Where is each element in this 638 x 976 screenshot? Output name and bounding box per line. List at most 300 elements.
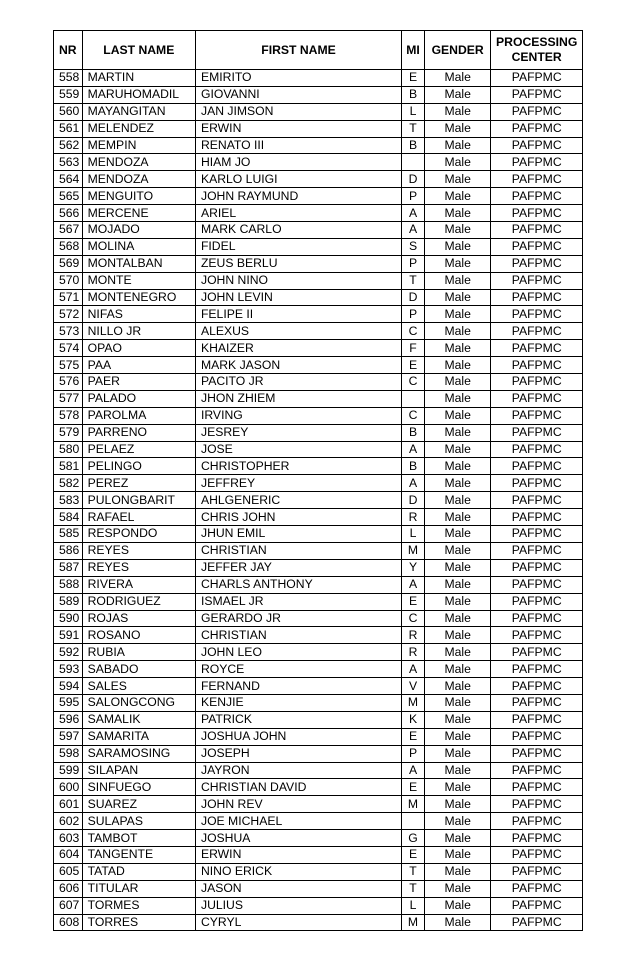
- cell-last-name: MOLINA: [82, 238, 195, 255]
- cell-processing-center: PAFPMC: [491, 644, 583, 661]
- cell-processing-center: PAFPMC: [491, 475, 583, 492]
- cell-nr: 582: [54, 475, 83, 492]
- cell-first-name: MARK CARLO: [195, 222, 401, 239]
- cell-first-name: KHAIZER: [195, 340, 401, 357]
- cell-last-name: REYES: [82, 542, 195, 559]
- cell-nr: 579: [54, 424, 83, 441]
- table-row: [54, 813, 583, 830]
- cell-processing-center: PAFPMC: [491, 374, 583, 391]
- cell-processing-center: PAFPMC: [491, 779, 583, 796]
- cell-processing-center: PAFPMC: [491, 120, 583, 137]
- cell-first-name: CYRYL: [195, 914, 401, 931]
- table-row: [54, 897, 583, 914]
- cell-mi: A: [402, 441, 425, 458]
- table-row: [54, 171, 583, 188]
- cell-last-name: SARAMOSING: [82, 745, 195, 762]
- header-gender: GENDER: [424, 31, 490, 70]
- cell-gender: Male: [424, 762, 490, 779]
- cell-mi: C: [402, 407, 425, 424]
- cell-processing-center: PAFPMC: [491, 661, 583, 678]
- cell-nr: 568: [54, 238, 83, 255]
- cell-gender: Male: [424, 644, 490, 661]
- cell-first-name: JULIUS: [195, 897, 401, 914]
- cell-mi: M: [402, 914, 425, 931]
- cell-nr: 606: [54, 880, 83, 897]
- table-row: [54, 863, 583, 880]
- cell-processing-center: PAFPMC: [491, 694, 583, 711]
- cell-gender: Male: [424, 188, 490, 205]
- cell-nr: 558: [54, 70, 83, 87]
- table-row: [54, 711, 583, 728]
- cell-last-name: PEREZ: [82, 475, 195, 492]
- table-row: [54, 441, 583, 458]
- cell-first-name: CHRISTIAN: [195, 542, 401, 559]
- cell-gender: Male: [424, 120, 490, 137]
- cell-gender: Male: [424, 661, 490, 678]
- cell-last-name: RAFAEL: [82, 509, 195, 526]
- cell-processing-center: PAFPMC: [491, 357, 583, 374]
- table-row: [54, 796, 583, 813]
- cell-processing-center: PAFPMC: [491, 711, 583, 728]
- table-row: [54, 526, 583, 543]
- cell-last-name: SINFUEGO: [82, 779, 195, 796]
- cell-mi: E: [402, 357, 425, 374]
- cell-nr: 592: [54, 644, 83, 661]
- cell-first-name: ERWIN: [195, 846, 401, 863]
- table-row: [54, 306, 583, 323]
- cell-last-name: TITULAR: [82, 880, 195, 897]
- cell-gender: Male: [424, 272, 490, 289]
- cell-nr: 603: [54, 830, 83, 847]
- cell-nr: 588: [54, 576, 83, 593]
- header-first-name: FIRST NAME: [195, 31, 401, 70]
- table-row: [54, 509, 583, 526]
- table-row: [54, 846, 583, 863]
- cell-mi: A: [402, 661, 425, 678]
- cell-processing-center: PAFPMC: [491, 509, 583, 526]
- table-row: [54, 576, 583, 593]
- cell-gender: Male: [424, 255, 490, 272]
- cell-nr: 578: [54, 407, 83, 424]
- cell-gender: Male: [424, 475, 490, 492]
- table-row: [54, 880, 583, 897]
- cell-gender: Male: [424, 70, 490, 87]
- cell-nr: 584: [54, 509, 83, 526]
- cell-gender: Male: [424, 559, 490, 576]
- table-row: [54, 542, 583, 559]
- table-row: [54, 86, 583, 103]
- cell-last-name: MARUHOMADIL: [82, 86, 195, 103]
- cell-nr: 567: [54, 222, 83, 239]
- cell-gender: Male: [424, 103, 490, 120]
- cell-mi: C: [402, 374, 425, 391]
- table-row: [54, 914, 583, 931]
- cell-first-name: ISMAEL JR: [195, 593, 401, 610]
- cell-first-name: KENJIE: [195, 694, 401, 711]
- cell-last-name: MERCENE: [82, 205, 195, 222]
- cell-last-name: REYES: [82, 559, 195, 576]
- cell-processing-center: PAFPMC: [491, 897, 583, 914]
- cell-mi: L: [402, 103, 425, 120]
- cell-last-name: PAER: [82, 374, 195, 391]
- cell-gender: Male: [424, 374, 490, 391]
- cell-last-name: MAYANGITAN: [82, 103, 195, 120]
- cell-last-name: ROSANO: [82, 627, 195, 644]
- cell-first-name: JHUN EMIL: [195, 526, 401, 543]
- cell-gender: Male: [424, 542, 490, 559]
- cell-processing-center: PAFPMC: [491, 728, 583, 745]
- cell-gender: Male: [424, 289, 490, 306]
- cell-nr: 577: [54, 390, 83, 407]
- table-row: [54, 610, 583, 627]
- table-row: [54, 289, 583, 306]
- cell-mi: K: [402, 711, 425, 728]
- cell-first-name: JOE MICHAEL: [195, 813, 401, 830]
- table-row: [54, 745, 583, 762]
- cell-first-name: JOHN REV: [195, 796, 401, 813]
- table-row: [54, 627, 583, 644]
- table-row: [54, 762, 583, 779]
- cell-mi: M: [402, 694, 425, 711]
- cell-first-name: CHRISTIAN DAVID: [195, 779, 401, 796]
- cell-nr: 608: [54, 914, 83, 931]
- cell-gender: Male: [424, 407, 490, 424]
- cell-nr: 564: [54, 171, 83, 188]
- cell-last-name: PAA: [82, 357, 195, 374]
- cell-gender: Male: [424, 880, 490, 897]
- cell-first-name: JASON: [195, 880, 401, 897]
- cell-nr: 562: [54, 137, 83, 154]
- cell-gender: Male: [424, 86, 490, 103]
- cell-first-name: ARIEL: [195, 205, 401, 222]
- cell-mi: P: [402, 255, 425, 272]
- cell-mi: B: [402, 86, 425, 103]
- cell-last-name: PULONGBARIT: [82, 492, 195, 509]
- cell-first-name: JAN JIMSON: [195, 103, 401, 120]
- cell-processing-center: PAFPMC: [491, 340, 583, 357]
- cell-processing-center: PAFPMC: [491, 914, 583, 931]
- cell-nr: 593: [54, 661, 83, 678]
- cell-processing-center: PAFPMC: [491, 238, 583, 255]
- cell-gender: Male: [424, 846, 490, 863]
- cell-nr: 595: [54, 694, 83, 711]
- cell-first-name: JOSHUA JOHN: [195, 728, 401, 745]
- cell-first-name: AHLGENERIC: [195, 492, 401, 509]
- cell-nr: 570: [54, 272, 83, 289]
- cell-nr: 586: [54, 542, 83, 559]
- cell-mi: C: [402, 323, 425, 340]
- cell-last-name: MONTE: [82, 272, 195, 289]
- cell-gender: Male: [424, 441, 490, 458]
- cell-mi: E: [402, 779, 425, 796]
- header-nr: NR: [54, 31, 83, 70]
- cell-mi: M: [402, 796, 425, 813]
- cell-mi: T: [402, 120, 425, 137]
- cell-processing-center: PAFPMC: [491, 745, 583, 762]
- cell-first-name: JOHN LEVIN: [195, 289, 401, 306]
- table-row: [54, 593, 583, 610]
- cell-nr: 591: [54, 627, 83, 644]
- table-row: [54, 661, 583, 678]
- cell-gender: Male: [424, 205, 490, 222]
- cell-mi: A: [402, 762, 425, 779]
- cell-first-name: CHRISTOPHER: [195, 458, 401, 475]
- table-row: [54, 357, 583, 374]
- cell-last-name: RESPONDO: [82, 526, 195, 543]
- cell-mi: [402, 154, 425, 171]
- cell-last-name: SAMALIK: [82, 711, 195, 728]
- cell-nr: 573: [54, 323, 83, 340]
- table-row: [54, 644, 583, 661]
- header-row: [54, 31, 583, 70]
- cell-nr: 598: [54, 745, 83, 762]
- cell-last-name: PAROLMA: [82, 407, 195, 424]
- cell-nr: 569: [54, 255, 83, 272]
- cell-last-name: OPAO: [82, 340, 195, 357]
- table-row: [54, 255, 583, 272]
- cell-last-name: TATAD: [82, 863, 195, 880]
- cell-mi: A: [402, 205, 425, 222]
- cell-last-name: MEMPIN: [82, 137, 195, 154]
- cell-gender: Male: [424, 357, 490, 374]
- cell-last-name: PARRENO: [82, 424, 195, 441]
- cell-processing-center: PAFPMC: [491, 526, 583, 543]
- cell-first-name: FELIPE II: [195, 306, 401, 323]
- cell-last-name: MONTENEGRO: [82, 289, 195, 306]
- cell-last-name: NILLO JR: [82, 323, 195, 340]
- table-row: [54, 475, 583, 492]
- cell-processing-center: PAFPMC: [491, 576, 583, 593]
- cell-processing-center: PAFPMC: [491, 171, 583, 188]
- cell-mi: M: [402, 542, 425, 559]
- cell-processing-center: PAFPMC: [491, 205, 583, 222]
- cell-first-name: JOHN RAYMUND: [195, 188, 401, 205]
- cell-last-name: MENGUITO: [82, 188, 195, 205]
- cell-processing-center: PAFPMC: [491, 458, 583, 475]
- cell-mi: A: [402, 475, 425, 492]
- table-row: [54, 137, 583, 154]
- table-row: [54, 188, 583, 205]
- cell-processing-center: PAFPMC: [491, 103, 583, 120]
- cell-last-name: TORRES: [82, 914, 195, 931]
- cell-mi: T: [402, 272, 425, 289]
- cell-nr: 560: [54, 103, 83, 120]
- cell-mi: [402, 813, 425, 830]
- cell-processing-center: PAFPMC: [491, 137, 583, 154]
- cell-processing-center: PAFPMC: [491, 390, 583, 407]
- cell-first-name: PATRICK: [195, 711, 401, 728]
- cell-processing-center: PAFPMC: [491, 154, 583, 171]
- cell-first-name: NINO ERICK: [195, 863, 401, 880]
- cell-nr: 561: [54, 120, 83, 137]
- cell-nr: 597: [54, 728, 83, 745]
- cell-mi: P: [402, 188, 425, 205]
- cell-gender: Male: [424, 914, 490, 931]
- table-row: [54, 492, 583, 509]
- cell-mi: C: [402, 610, 425, 627]
- cell-nr: 563: [54, 154, 83, 171]
- table-row: [54, 458, 583, 475]
- header-last-name: LAST NAME: [82, 31, 195, 70]
- cell-first-name: KARLO LUIGI: [195, 171, 401, 188]
- cell-mi: B: [402, 137, 425, 154]
- cell-last-name: MENDOZA: [82, 171, 195, 188]
- cell-mi: B: [402, 458, 425, 475]
- cell-first-name: CHARLS ANTHONY: [195, 576, 401, 593]
- cell-processing-center: PAFPMC: [491, 222, 583, 239]
- cell-gender: Male: [424, 323, 490, 340]
- cell-mi: P: [402, 306, 425, 323]
- cell-processing-center: PAFPMC: [491, 323, 583, 340]
- cell-processing-center: PAFPMC: [491, 610, 583, 627]
- cell-last-name: MOJADO: [82, 222, 195, 239]
- cell-first-name: RENATO III: [195, 137, 401, 154]
- table-row: [54, 154, 583, 171]
- cell-nr: 605: [54, 863, 83, 880]
- cell-mi: D: [402, 289, 425, 306]
- cell-gender: Male: [424, 711, 490, 728]
- table-row: [54, 830, 583, 847]
- cell-nr: 575: [54, 357, 83, 374]
- cell-gender: Male: [424, 678, 490, 695]
- table-row: [54, 779, 583, 796]
- cell-last-name: PELINGO: [82, 458, 195, 475]
- cell-mi: [402, 390, 425, 407]
- table-row: [54, 728, 583, 745]
- cell-first-name: JAYRON: [195, 762, 401, 779]
- cell-first-name: JEFFER JAY: [195, 559, 401, 576]
- cell-gender: Male: [424, 897, 490, 914]
- cell-last-name: SULAPAS: [82, 813, 195, 830]
- cell-mi: B: [402, 424, 425, 441]
- cell-gender: Male: [424, 779, 490, 796]
- cell-first-name: PACITO JR: [195, 374, 401, 391]
- cell-processing-center: PAFPMC: [491, 627, 583, 644]
- cell-processing-center: PAFPMC: [491, 407, 583, 424]
- cell-gender: Male: [424, 424, 490, 441]
- cell-processing-center: PAFPMC: [491, 272, 583, 289]
- cell-first-name: FIDEL: [195, 238, 401, 255]
- cell-gender: Male: [424, 390, 490, 407]
- cell-gender: Male: [424, 796, 490, 813]
- cell-nr: 583: [54, 492, 83, 509]
- table-row: [54, 205, 583, 222]
- cell-last-name: TAMBOT: [82, 830, 195, 847]
- table-row: [54, 424, 583, 441]
- cell-mi: R: [402, 644, 425, 661]
- cell-last-name: TORMES: [82, 897, 195, 914]
- table-row: [54, 222, 583, 239]
- cell-nr: 572: [54, 306, 83, 323]
- cell-processing-center: PAFPMC: [491, 880, 583, 897]
- table-row: [54, 120, 583, 137]
- cell-last-name: SALES: [82, 678, 195, 695]
- cell-gender: Male: [424, 171, 490, 188]
- cell-nr: 576: [54, 374, 83, 391]
- cell-processing-center: PAFPMC: [491, 796, 583, 813]
- cell-gender: Male: [424, 830, 490, 847]
- cell-nr: 589: [54, 593, 83, 610]
- cell-processing-center: PAFPMC: [491, 846, 583, 863]
- cell-mi: F: [402, 340, 425, 357]
- cell-mi: D: [402, 492, 425, 509]
- cell-mi: T: [402, 863, 425, 880]
- table-row: [54, 559, 583, 576]
- cell-processing-center: PAFPMC: [491, 424, 583, 441]
- cell-first-name: HIAM JO: [195, 154, 401, 171]
- cell-last-name: MONTALBAN: [82, 255, 195, 272]
- cell-mi: V: [402, 678, 425, 695]
- cell-gender: Male: [424, 509, 490, 526]
- cell-gender: Male: [424, 526, 490, 543]
- cell-processing-center: PAFPMC: [491, 559, 583, 576]
- cell-processing-center: PAFPMC: [491, 542, 583, 559]
- cell-mi: R: [402, 509, 425, 526]
- table-row: [54, 340, 583, 357]
- cell-processing-center: PAFPMC: [491, 678, 583, 695]
- cell-last-name: SALONGCONG: [82, 694, 195, 711]
- cell-first-name: EMIRITO: [195, 70, 401, 87]
- cell-mi: S: [402, 238, 425, 255]
- cell-nr: 594: [54, 678, 83, 695]
- table-row: [54, 70, 583, 87]
- cell-last-name: RIVERA: [82, 576, 195, 593]
- cell-nr: 580: [54, 441, 83, 458]
- cell-first-name: CHRIS JOHN: [195, 509, 401, 526]
- cell-nr: 581: [54, 458, 83, 475]
- cell-gender: Male: [424, 238, 490, 255]
- cell-last-name: SABADO: [82, 661, 195, 678]
- cell-nr: 574: [54, 340, 83, 357]
- cell-first-name: ROYCE: [195, 661, 401, 678]
- cell-last-name: ROJAS: [82, 610, 195, 627]
- cell-gender: Male: [424, 458, 490, 475]
- cell-mi: E: [402, 593, 425, 610]
- cell-nr: 559: [54, 86, 83, 103]
- cell-processing-center: PAFPMC: [491, 70, 583, 87]
- cell-nr: 587: [54, 559, 83, 576]
- cell-gender: Male: [424, 154, 490, 171]
- cell-processing-center: PAFPMC: [491, 830, 583, 847]
- cell-last-name: MARTIN: [82, 70, 195, 87]
- cell-last-name: SAMARITA: [82, 728, 195, 745]
- cell-mi: Y: [402, 559, 425, 576]
- cell-mi: E: [402, 846, 425, 863]
- cell-mi: E: [402, 728, 425, 745]
- cell-nr: 596: [54, 711, 83, 728]
- table-row: [54, 323, 583, 340]
- cell-gender: Male: [424, 576, 490, 593]
- cell-gender: Male: [424, 137, 490, 154]
- cell-nr: 604: [54, 846, 83, 863]
- cell-gender: Male: [424, 610, 490, 627]
- cell-gender: Male: [424, 627, 490, 644]
- cell-first-name: FERNAND: [195, 678, 401, 695]
- cell-processing-center: PAFPMC: [491, 188, 583, 205]
- cell-processing-center: PAFPMC: [491, 863, 583, 880]
- table-row: [54, 694, 583, 711]
- cell-last-name: TANGENTE: [82, 846, 195, 863]
- cell-nr: 602: [54, 813, 83, 830]
- table-row: [54, 678, 583, 695]
- table-row: [54, 407, 583, 424]
- cell-gender: Male: [424, 694, 490, 711]
- cell-first-name: JOSE: [195, 441, 401, 458]
- cell-processing-center: PAFPMC: [491, 255, 583, 272]
- cell-first-name: IRVING: [195, 407, 401, 424]
- cell-last-name: MELENDEZ: [82, 120, 195, 137]
- cell-mi: L: [402, 897, 425, 914]
